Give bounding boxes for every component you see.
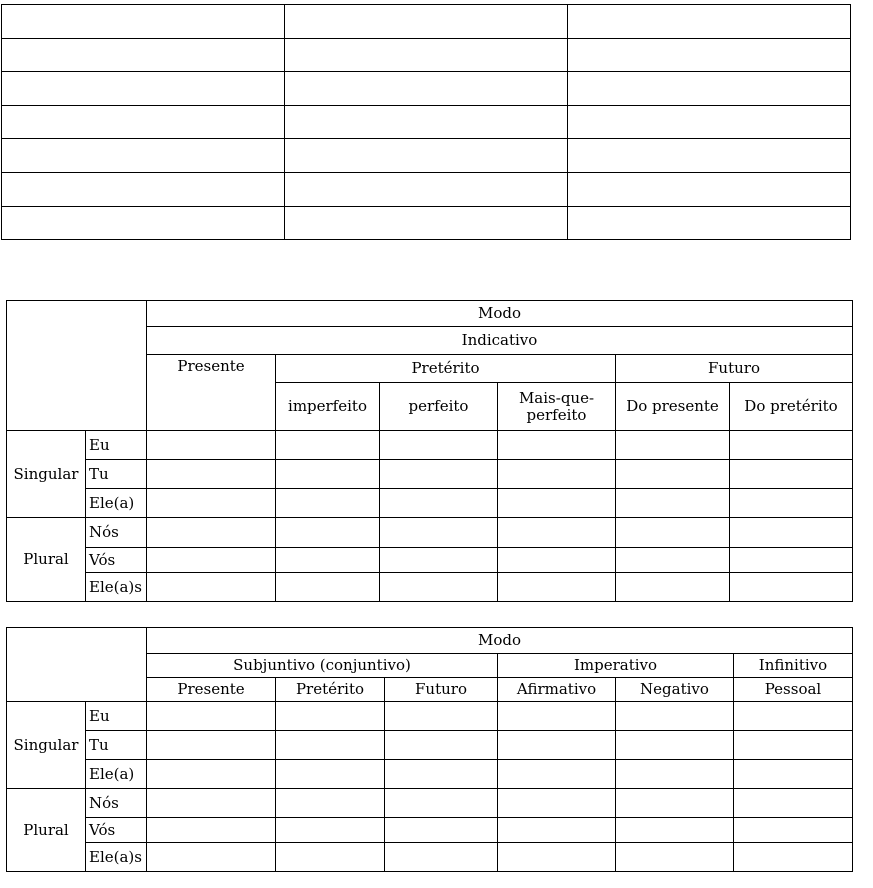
table-cell[interactable] — [147, 760, 276, 789]
table-cell[interactable] — [498, 431, 616, 460]
mais-que-perfeito-header — [498, 383, 616, 431]
table-cell[interactable] — [568, 139, 851, 173]
table-cell[interactable] — [730, 548, 853, 573]
table-cell[interactable] — [2, 5, 285, 39]
table-cell[interactable] — [730, 573, 853, 602]
table-row — [7, 760, 853, 789]
table-cell[interactable] — [734, 789, 853, 818]
subjuntivo-header: Subjuntivo (conjuntivo) — [147, 654, 498, 678]
futuro-header: Futuro — [385, 678, 498, 702]
pronoun-ele: Ele(a) — [86, 489, 147, 518]
table-cell[interactable] — [380, 573, 498, 602]
table-row — [7, 518, 853, 548]
table-cell[interactable] — [385, 843, 498, 872]
table-cell[interactable] — [616, 573, 730, 602]
table-cell[interactable] — [568, 72, 851, 106]
table-cell[interactable] — [276, 789, 385, 818]
table-row — [7, 731, 853, 760]
do-presente-header: Do presente — [616, 383, 730, 431]
table-cell[interactable] — [147, 548, 276, 573]
imperativo-header: Imperativo — [498, 654, 734, 678]
modo-header: Modo — [147, 301, 853, 327]
singular-label: Singular — [7, 702, 86, 789]
table-cell[interactable] — [276, 760, 385, 789]
table-cell[interactable] — [385, 760, 498, 789]
table-row — [2, 206, 851, 240]
table-row — [7, 460, 853, 489]
table-cell[interactable] — [616, 518, 730, 548]
table-cell[interactable] — [276, 843, 385, 872]
perfeito-header: perfeito — [380, 383, 498, 431]
table-cell[interactable] — [2, 72, 285, 106]
negativo-header: Negativo — [616, 678, 734, 702]
do-preterito-header: Do pretérito — [730, 383, 853, 431]
pronoun-eles: Ele(a)s — [86, 843, 147, 872]
table-cell[interactable] — [2, 105, 285, 139]
table-cell[interactable] — [616, 431, 730, 460]
table-cell[interactable] — [498, 818, 616, 843]
pronoun-nos: Nós — [86, 518, 147, 548]
table-row — [7, 843, 853, 872]
table-cell[interactable] — [385, 702, 498, 731]
preterito-header: Pretérito — [276, 678, 385, 702]
table-row — [7, 548, 853, 573]
table-cell[interactable] — [276, 818, 385, 843]
table-cell[interactable] — [616, 843, 734, 872]
subjunctive-table — [6, 627, 853, 872]
table-cell[interactable] — [734, 731, 853, 760]
modo-header: Modo — [147, 628, 853, 654]
table-cell[interactable] — [2, 206, 285, 240]
pronoun-vos: Vós — [86, 818, 147, 843]
table-cell[interactable] — [276, 548, 380, 573]
table-cell[interactable] — [147, 489, 276, 518]
table-cell[interactable] — [147, 518, 276, 548]
table-cell[interactable] — [498, 702, 616, 731]
table-cell[interactable] — [2, 139, 285, 173]
table-cell[interactable] — [380, 518, 498, 548]
table-cell[interactable] — [498, 760, 616, 789]
table-cell[interactable] — [616, 789, 734, 818]
table-cell[interactable] — [568, 38, 851, 72]
table-row — [7, 818, 853, 843]
table-cell[interactable] — [616, 818, 734, 843]
table-cell[interactable] — [276, 460, 380, 489]
corner-cell — [7, 301, 147, 431]
table-cell[interactable] — [498, 460, 616, 489]
indicative-table — [6, 300, 853, 602]
table-row — [2, 72, 851, 106]
table-cell[interactable] — [498, 489, 616, 518]
preterito-header: Pretérito — [276, 355, 616, 383]
table-row — [2, 105, 851, 139]
pronoun-tu: Tu — [86, 731, 147, 760]
table-row — [2, 172, 851, 206]
table-cell[interactable] — [285, 5, 568, 39]
pronoun-tu: Tu — [86, 460, 147, 489]
table-cell[interactable] — [276, 731, 385, 760]
pronoun-nos: Nós — [86, 789, 147, 818]
table-cell[interactable] — [568, 105, 851, 139]
table-cell[interactable] — [276, 489, 380, 518]
plural-label: Plural — [7, 789, 86, 872]
infinitivo-header: Infinitivo — [734, 654, 853, 678]
afirmativo-header: Afirmativo — [498, 678, 616, 702]
table-cell[interactable] — [498, 548, 616, 573]
pronoun-eu: Eu — [86, 431, 147, 460]
table-cell[interactable] — [616, 760, 734, 789]
table-cell[interactable] — [147, 789, 276, 818]
pessoal-header: Pessoal — [734, 678, 853, 702]
table-cell[interactable] — [2, 38, 285, 72]
table-cell[interactable] — [498, 731, 616, 760]
table-cell[interactable] — [498, 789, 616, 818]
plural-label: Plural — [7, 518, 86, 602]
table-cell[interactable] — [285, 38, 568, 72]
indicativo-header: Indicativo — [147, 327, 853, 355]
table-cell[interactable] — [568, 172, 851, 206]
table-row — [7, 431, 853, 460]
table-cell[interactable] — [730, 460, 853, 489]
table-cell[interactable] — [285, 105, 568, 139]
presente-header: Presente — [147, 678, 276, 702]
table-cell[interactable] — [380, 431, 498, 460]
table-cell[interactable] — [734, 843, 853, 872]
table-cell[interactable] — [147, 702, 276, 731]
table-cell[interactable] — [2, 172, 285, 206]
table-cell[interactable] — [276, 573, 380, 602]
table-cell[interactable] — [498, 573, 616, 602]
presente-header: Presente — [147, 355, 276, 431]
table-cell[interactable] — [734, 702, 853, 731]
table-cell[interactable] — [498, 518, 616, 548]
table-row — [2, 38, 851, 72]
futuro-header: Futuro — [616, 355, 853, 383]
mais-que-perfeito-line-1: Mais-que- — [518, 388, 595, 407]
table-row — [7, 301, 853, 327]
imperfeito-header: imperfeito — [276, 383, 380, 431]
table-cell[interactable] — [147, 460, 276, 489]
pronoun-eu: Eu — [86, 702, 147, 731]
table-cell[interactable] — [380, 489, 498, 518]
table-cell[interactable] — [385, 731, 498, 760]
table-cell[interactable] — [285, 172, 568, 206]
table-cell[interactable] — [616, 731, 734, 760]
table-cell[interactable] — [285, 139, 568, 173]
table-cell[interactable] — [385, 818, 498, 843]
table-cell[interactable] — [568, 5, 851, 39]
blank-table — [1, 4, 851, 240]
table-row — [7, 489, 853, 518]
table-cell[interactable] — [730, 518, 853, 548]
table-cell[interactable] — [276, 702, 385, 731]
pronoun-vos: Vós — [86, 548, 147, 573]
table-cell[interactable] — [498, 843, 616, 872]
corner-cell — [7, 628, 147, 702]
mais-que-perfeito-line-2: perfeito — [526, 405, 587, 424]
table-cell[interactable] — [730, 489, 853, 518]
table-cell[interactable] — [734, 818, 853, 843]
table-cell[interactable] — [385, 789, 498, 818]
table-cell[interactable] — [147, 431, 276, 460]
table-cell[interactable] — [147, 573, 276, 602]
table-cell[interactable] — [147, 843, 276, 872]
table-cell[interactable] — [285, 206, 568, 240]
table-row — [7, 702, 853, 731]
table-cell[interactable] — [616, 489, 730, 518]
table-cell[interactable] — [616, 702, 734, 731]
pronoun-ele: Ele(a) — [86, 760, 147, 789]
pronoun-eles: Ele(a)s — [86, 573, 147, 602]
table-row — [7, 628, 853, 654]
table-row — [2, 5, 851, 39]
table-cell[interactable] — [285, 72, 568, 106]
singular-label: Singular — [7, 431, 86, 518]
table-row — [2, 139, 851, 173]
table-row — [7, 573, 853, 602]
table-row — [7, 789, 853, 818]
table-cell[interactable] — [734, 760, 853, 789]
table-cell[interactable] — [616, 460, 730, 489]
table-cell[interactable] — [380, 548, 498, 573]
table-cell[interactable] — [147, 731, 276, 760]
table-cell[interactable] — [276, 518, 380, 548]
table-cell[interactable] — [616, 548, 730, 573]
table-cell[interactable] — [147, 818, 276, 843]
table-cell[interactable] — [380, 460, 498, 489]
table-cell[interactable] — [568, 206, 851, 240]
table-cell[interactable] — [730, 431, 853, 460]
table-cell[interactable] — [276, 431, 380, 460]
